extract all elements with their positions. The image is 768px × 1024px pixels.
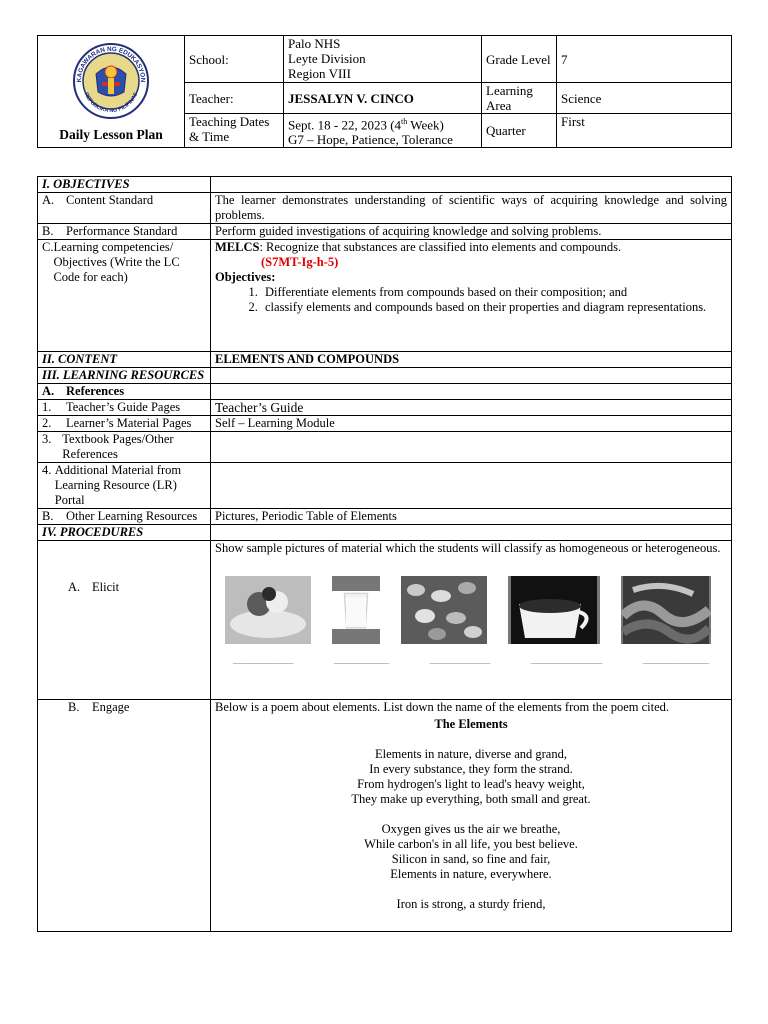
logo-cell <box>38 36 185 148</box>
school-name: Palo NHS <box>288 36 341 51</box>
poem-line: Oxygen gives us the air we breathe, <box>381 822 561 836</box>
section-line: G7 – Hope, Patience, Tolerance <box>288 132 453 148</box>
engage-label: B. Engage <box>38 700 211 932</box>
teacher-value: JESSALYN V. CINCO <box>284 83 482 114</box>
procedures-heading: IV. PROCEDURES <box>38 525 211 541</box>
objective-item: 1. Differentiate elements from compounds based on their composition; and <box>261 285 727 300</box>
content-standard-label: A. Content Standard <box>38 193 211 224</box>
performance-standard-value: Perform guided investigations of acquiring knowledge and solving problems. <box>211 224 732 240</box>
competencies-label: C. Learning competencies/ Objectives (Write the LC Code for each) <box>38 240 211 352</box>
other-resources-label: B. Other Learning Resources <box>38 509 211 525</box>
teaching-dates-label: Teaching Dates & Time <box>185 114 284 148</box>
grade-level-value: 7 <box>557 36 732 83</box>
engage-text: Below is a poem about elements. List down the name of the elements from the poem cited. <box>215 700 670 714</box>
deped-seal-logo <box>72 42 150 120</box>
learning-resources-heading: III. LEARNING RESOURCES <box>38 368 211 384</box>
lc-code: (S7MT-Ig-h-5) <box>261 255 339 269</box>
answer-blank[interactable]: __________ <box>334 653 390 665</box>
answer-blank[interactable]: ___________ <box>233 653 294 665</box>
header-table <box>37 35 732 148</box>
performance-standard-label: B. Performance Standard <box>38 224 211 240</box>
poem-title: The Elements <box>434 717 508 731</box>
poem-line: Silicon in sand, so fine and fair, <box>391 852 551 866</box>
content-value: ELEMENTS AND COMPOUNDS <box>211 352 732 368</box>
poem-line: From hydrogen's light to lead's heavy weight, <box>357 777 585 791</box>
tg-pages-label: 1. Teacher’s Guide Pages <box>38 400 211 416</box>
elicit-text: Show sample pictures of material which the students will classify as homogeneous or heterogeneous. <box>215 541 721 555</box>
additional-material-label: 4. Additional Material from Learning Resource (LR) Portal <box>38 463 211 509</box>
elicit-label: A. Elicit <box>38 541 211 700</box>
poem-line: Iron is strong, a sturdy friend, <box>396 897 546 911</box>
lm-pages-value: Self – Learning Module <box>211 416 732 432</box>
svg-text:KAGAWARAN NG EDUKASYON: KAGAWARAN NG EDUKASYON <box>75 45 147 83</box>
tg-pages-value: Teacher’s Guide <box>211 400 732 416</box>
poem-line: Elements in nature, everywhere. <box>390 867 552 881</box>
region-name: Region VIII <box>288 66 351 81</box>
quarter-label: Quarter <box>482 114 557 148</box>
objectives-list <box>215 285 727 315</box>
cup-of-coffee-picture <box>508 576 600 644</box>
dates-line: Sept. 18 - 22, 2023 (4th Week) <box>288 117 444 133</box>
poem <box>215 717 727 912</box>
content-heading: II. CONTENT <box>38 352 211 368</box>
answer-blanks <box>233 652 709 667</box>
learning-area-label: Learning Area <box>482 83 557 114</box>
competencies-value <box>211 240 732 352</box>
poem-line: In every substance, they form the strand. <box>369 762 573 776</box>
references-label: A. References <box>38 384 211 400</box>
elicit-value <box>211 541 732 700</box>
grade-level-label: Grade Level <box>482 36 557 83</box>
quarter-value: First <box>557 114 732 148</box>
melcs-label: MELCS <box>215 240 260 254</box>
answer-blank[interactable]: _____________ <box>530 653 603 665</box>
melcs-text: : Recognize that substances are classified into elements and compounds. <box>259 240 622 254</box>
teacher-label: Teacher: <box>185 83 284 114</box>
objective-item: 2. classify elements and compounds based on their properties and diagram representations. <box>261 300 727 315</box>
learning-area-value: Science <box>557 83 732 114</box>
objectives-label: Objectives: <box>215 270 276 284</box>
teaching-dates-value <box>284 114 482 148</box>
lesson-table <box>37 176 732 932</box>
answer-blank[interactable]: ___________ <box>429 653 491 665</box>
textbook-pages-label: 3. Textbook Pages/Other References <box>38 432 211 463</box>
engage-value <box>211 700 732 932</box>
objectives-heading: I. OBJECTIVES <box>38 177 211 193</box>
ice-cream-dessert-picture <box>225 576 311 644</box>
daily-lesson-plan-title: Daily Lesson Plan <box>59 127 163 142</box>
glass-of-milk-picture <box>332 576 380 644</box>
division-name: Leyte Division <box>288 51 366 66</box>
sample-pictures <box>225 576 711 644</box>
poem-line: Elements in nature, diverse and grand, <box>375 747 567 761</box>
school-label: School: <box>185 36 284 83</box>
lm-pages-label: 2. Learner’s Material Pages <box>38 416 211 432</box>
mixed-beans-picture <box>401 576 487 644</box>
other-resources-value: Pictures, Periodic Table of Elements <box>211 509 732 525</box>
answer-blank[interactable]: ____________ <box>643 653 709 665</box>
poem-line: They make up everything, both small and great. <box>351 792 591 806</box>
poem-line: While carbon's in all life, you best believe. <box>364 837 578 851</box>
school-value <box>284 36 482 83</box>
chocolate-swirl-picture <box>621 576 711 644</box>
content-standard-value: The learner demonstrates understanding of scientific ways of acquiring knowledge and solving problems. <box>211 193 732 224</box>
svg-text:REPUBLIKA NG PILIPINAS: REPUBLIKA NG PILIPINAS <box>82 91 140 115</box>
